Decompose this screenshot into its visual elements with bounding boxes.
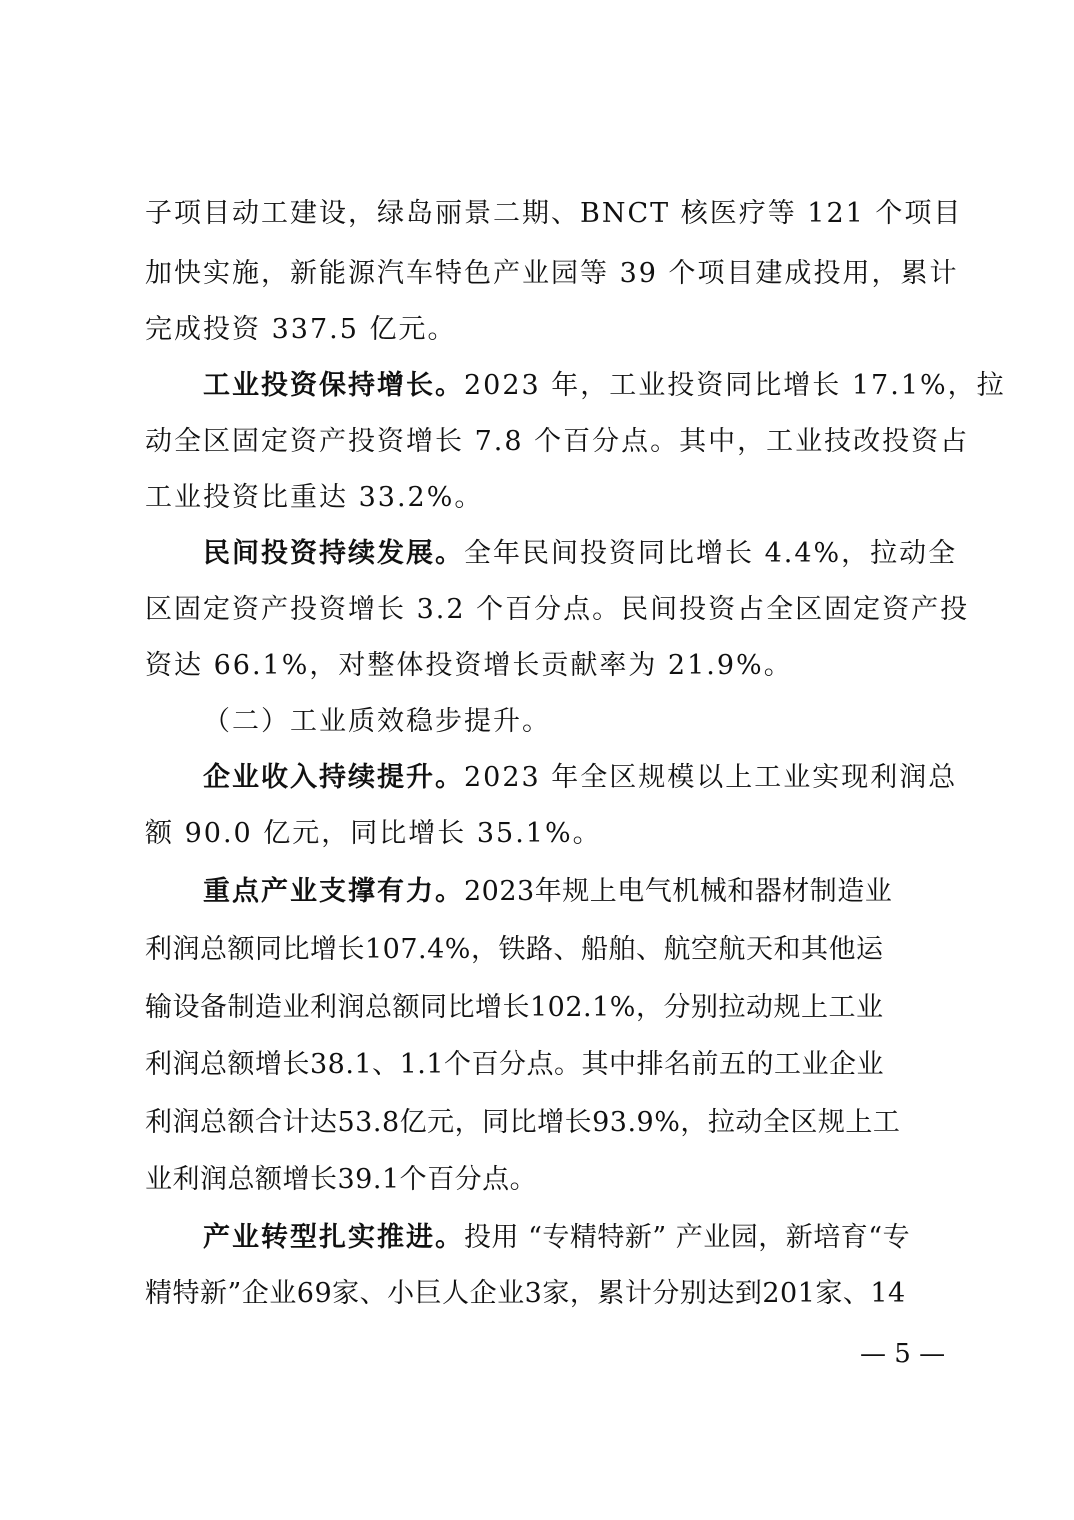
section-heading: （二）工业质效稳步提升。 (203, 706, 551, 737)
paragraph-5-heading: 重点产业支撑有力。 (203, 876, 464, 907)
paragraph-5-line-1-text: 2023年规上电气机械和器材制造业 (464, 876, 893, 907)
paragraph-4-line-1 (203, 760, 957, 796)
paragraph-5-line-6: 业利润总额增长39.1个百分点。 (145, 1164, 538, 1195)
paragraph-5-line-3: 输设备制造业利润总额同比增长102.1%，分别拉动规上工业 (145, 992, 884, 1023)
paragraph-5-line-1 (203, 874, 892, 910)
paragraph-5-line-5: 利润总额合计达53.8亿元，同比增长93.9%，拉动全区规上工 (145, 1107, 901, 1138)
paragraph-5-line-2: 利润总额同比增长107.4%，铁路、船舶、航空航天和其他运 (145, 934, 884, 965)
page-number: — 5 — (860, 1339, 946, 1369)
paragraph-6-line-1 (203, 1220, 910, 1256)
paragraph-3-line-3: 资达 66.1%，对整体投资增长贡献率为 21.9%。 (145, 650, 793, 681)
paragraph-6-line-2: 精特新”企业69家、小巨人企业3家，累计分别达到201家、14 (145, 1278, 906, 1309)
paragraph-4-heading: 企业收入持续提升。 (203, 762, 464, 793)
paragraph-1-line-3: 完成投资 337.5 亿元。 (145, 314, 457, 345)
paragraph-3-heading: 民间投资持续发展。 (203, 538, 464, 569)
paragraph-3-line-1 (203, 536, 957, 572)
paragraph-4-line-2: 额 90.0 亿元，同比增长 35.1%。 (145, 818, 602, 849)
paragraph-3-line-2: 区固定资产投资增长 3.2 个百分点。民间投资占全区固定资产投 (145, 594, 970, 625)
paragraph-2-line-2: 动全区固定资产投资增长 7.8 个百分点。其中，工业技改投资占 (145, 426, 970, 457)
paragraph-4-line-1-text: 2023 年全区规模以上工业实现利润总 (464, 762, 958, 793)
paragraph-1-line-2: 加快实施，新能源汽车特色产业园等 39 个项目建成投用，累计 (145, 258, 959, 289)
paragraph-2-line-1 (203, 368, 1006, 404)
paragraph-6-line-1-text: 投用 “专精特新” 产业园，新培育“专 (464, 1222, 911, 1253)
paragraph-2-heading: 工业投资保持增长。 (203, 370, 464, 401)
paragraph-1-line-1: 子项目动工建设，绿岛丽景二期、BNCT 核医疗等 121 个项目 (145, 198, 963, 229)
paragraph-2-line-1-text: 2023 年，工业投资同比增长 17.1%，拉 (464, 370, 1006, 401)
paragraph-6-heading: 产业转型扎实推进。 (203, 1222, 464, 1253)
paragraph-3-line-1-text: 全年民间投资同比增长 4.4%，拉动全 (464, 538, 958, 569)
paragraph-2-line-3: 工业投资比重达 33.2%。 (145, 482, 484, 513)
paragraph-5-line-4: 利润总额增长38.1、1.1个百分点。其中排名前五的工业企业 (145, 1049, 885, 1080)
